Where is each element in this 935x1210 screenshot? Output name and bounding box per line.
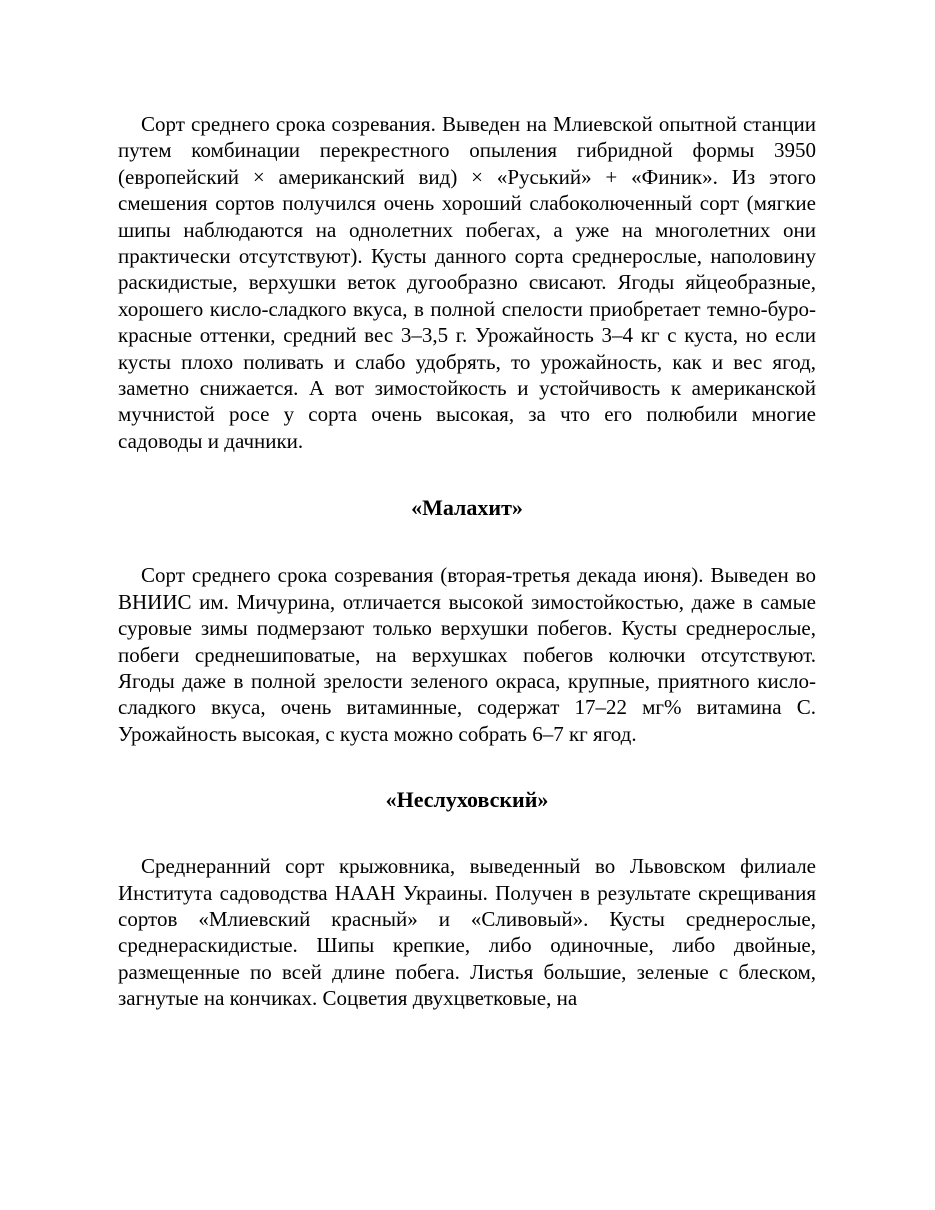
paragraph-neslukhovsky-description: Среднеранний сорт крыжовника, выведенный во Львовском филиале Института садоводства НААН Украины. Получен в результате скрещивания сортов «Млиевский красный» и «Сливовый». Кусты среднерослые, среднераскидистые. Шипы крепкие, либо одиночные, либо двойные, размещенные по всей длине побега. Листья большие, зеленые с блеском, загнутые на кончиках. Соцветия двухцветковые, на (118, 854, 816, 1011)
paragraph-variety-description: Сорт среднего срока созревания. Выведен на Млиевской опытной станции путем комбинации перекрестного опыления гибридной формы 3950 (европейский × американский вид) × «Руський» + «Финик». Из этого смешения сортов получился очень хороший слабоколюченный сорт (мягкие шипы наблюдаются на однолетних побегах, а уже на многолетних они практически отсутствуют). Кусты данного сорта среднерослые, наполовину раскидистые, верхушки веток дугообразно свисают. Ягоды яйцеобразные, хорошего кисло-сладкого вкуса, в полной спелости приобретает темно-буро-красные оттенки, средний вес 3–3,5 г. Урожайность 3–4 кг с куста, но если кусты плохо поливать и слабо удобрять, то урожайность, как и вес ягод, заметно снижается. А вот зимостойкость и устойчивость к американской мучнистой росе у сорта очень высокая, за что его полюбили многие садоводы и дачники. (118, 112, 816, 453)
section-heading-neslukhovsky: «Неслуховский» (385, 787, 549, 813)
section-heading-malakhit: «Малахит» (411, 495, 523, 521)
document-page (118, 111, 816, 1012)
paragraph-malakhit-description: Сорт среднего срока созревания (вторая-третья декада июня). Выведен во ВНИИС им. Мичурина, отличается высокой зимостойкостью, даже в самые суровые зимы подмерзают только верхушки побегов. Кусты среднерослые, побеги среднешиповатые, на верхушках побегов колючки отсутствуют. Ягоды даже в полной зрелости зеленого окраса, крупные, приятного кисло-сладкого вкуса, очень витаминные, содержат 17–22 мг% витамина С. Урожайность высокая, с куста можно собрать 6–7 кг ягод. (118, 563, 816, 746)
